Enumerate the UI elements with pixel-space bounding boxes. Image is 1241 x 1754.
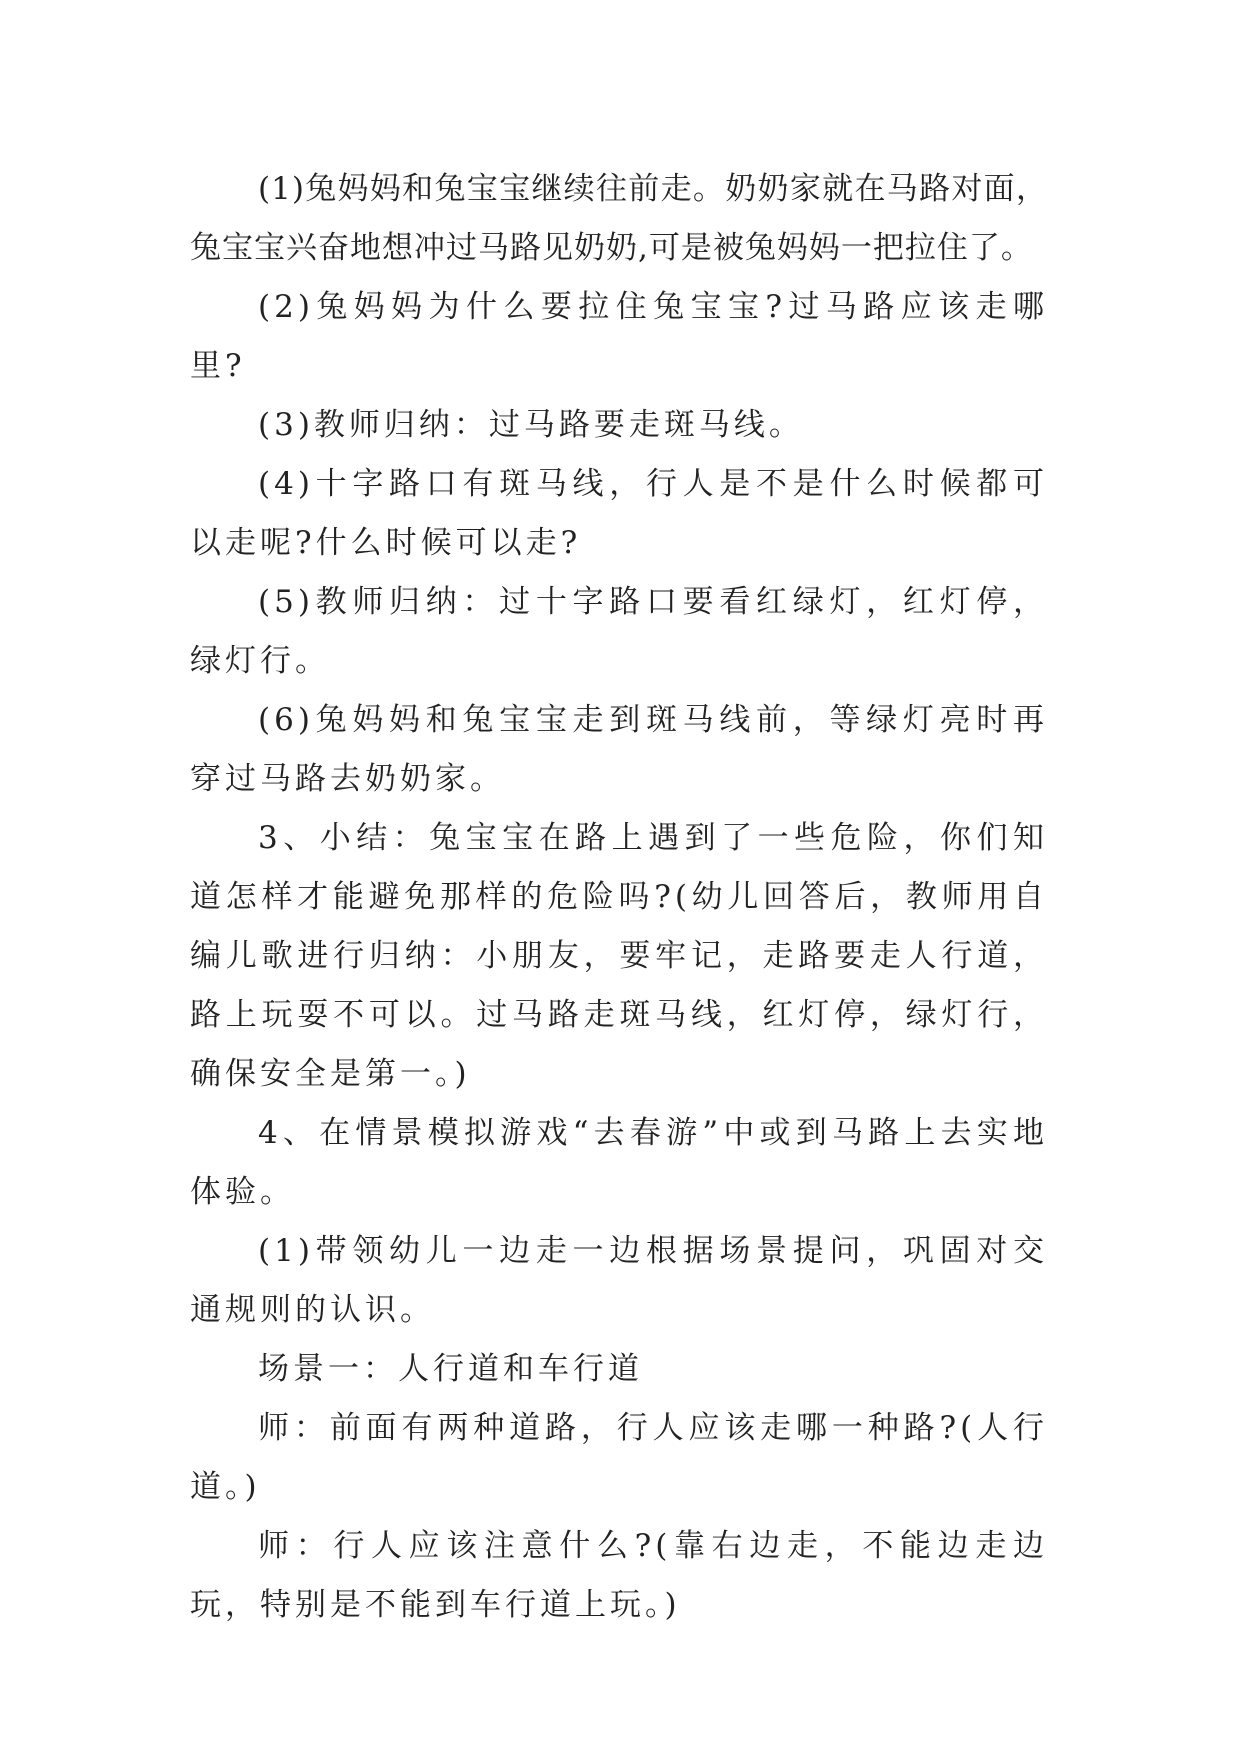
paragraph-2: (2)兔妈妈为什么要拉住兔宝宝?过马路应该走哪里?	[190, 289, 1048, 384]
paragraph-10: 场景一：人行道和车行道	[258, 1351, 643, 1387]
paragraph-11: 师：前面有两种道路，行人应该走哪一种路?(人行道。)	[190, 1410, 1048, 1505]
paragraph-8: 4、在情景模拟游戏“去春游”中或到马路上去实地体验。	[190, 1115, 1048, 1210]
paragraph-9: (1)带领幼儿一边走一边根据场景提问，巩固对交通规则的认识。	[190, 1233, 1048, 1328]
document-body	[190, 160, 1048, 1635]
paragraph-7: 3、小结：兔宝宝在路上遇到了一些危险，你们知道怎样才能避免那样的危险吗?(幼儿回答后，教师用自编儿歌进行归纳：小朋友，要牢记，走路要走人行道，路上玩耍不可以。过马路走斑马线，红灯停，绿灯行，确保安全是第一。)	[190, 820, 1048, 1092]
paragraph-3: (3)教师归纳：过马路要走斑马线。	[258, 407, 804, 443]
paragraph-12: 师：行人应该注意什么?(靠右边走，不能边走边玩，特别是不能到车行道上玩。)	[190, 1528, 1048, 1623]
paragraph-5: (5)教师归纳：过十字路口要看红绿灯，红灯停，绿灯行。	[190, 584, 1048, 679]
paragraph-4: (4)十字路口有斑马线，行人是不是什么时候都可以走呢?什么时候可以走?	[190, 466, 1048, 561]
paragraph-6: (6)兔妈妈和兔宝宝走到斑马线前，等绿灯亮时再穿过马路去奶奶家。	[190, 702, 1048, 797]
paragraph-1: (1)兔妈妈和兔宝宝继续往前走。奶奶家就在马路对面，兔宝宝兴奋地想冲过马路见奶奶,可是被兔妈妈一把拉住了。	[190, 171, 1048, 266]
